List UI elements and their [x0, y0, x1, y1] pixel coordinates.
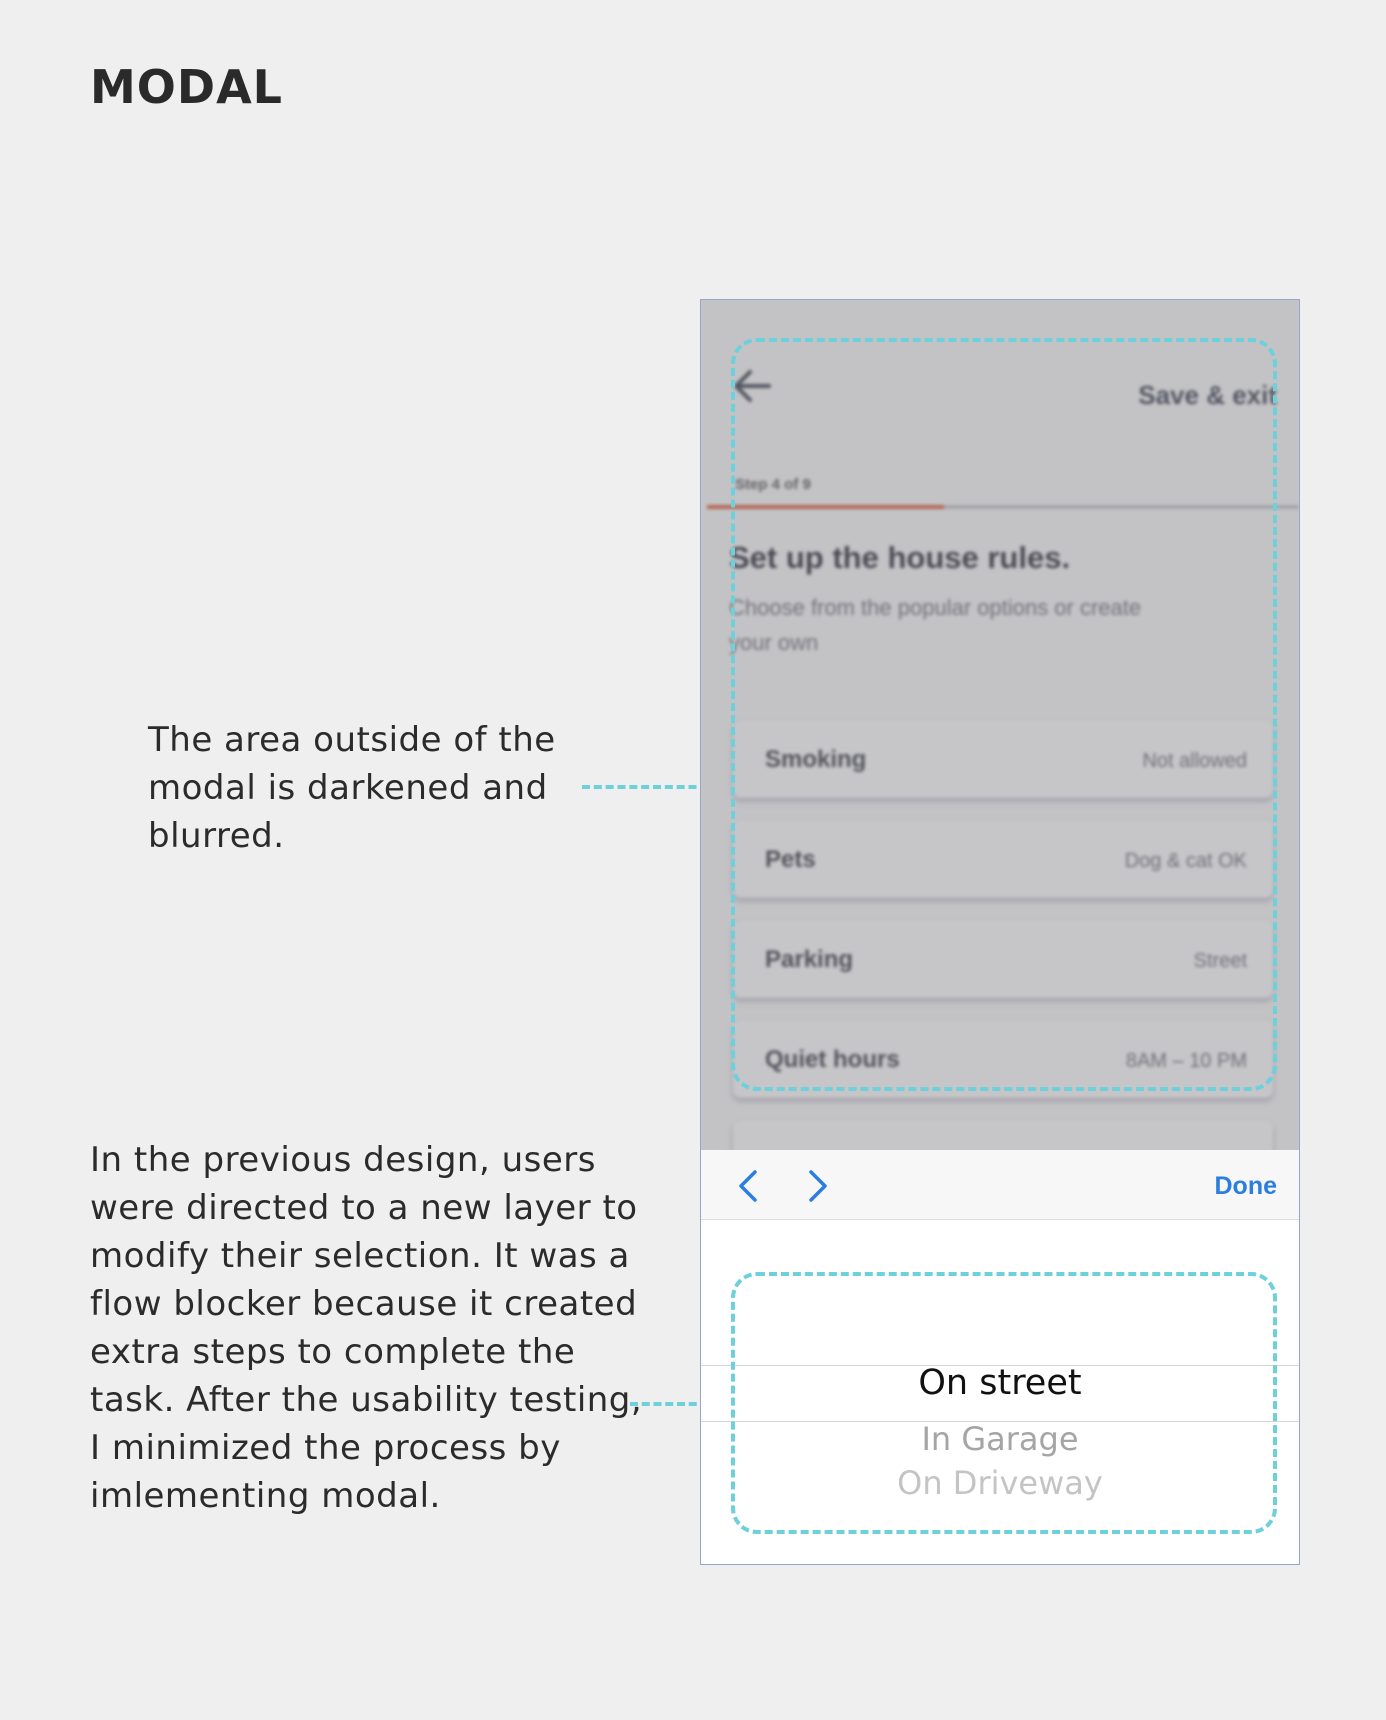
overlay-highlight-box — [731, 338, 1277, 1091]
rule-name: Quiet hours — [765, 1046, 900, 1073]
step-label: Step 4 of 9 — [735, 476, 811, 493]
rule-value: Not allowed — [1142, 750, 1247, 772]
process-annotation: In the previous design, users were directed to a new layer to modify their selection. It was a flow blocker because it created extra steps to complete the task. After the usability testing, I minimized the process by imlementing modal. — [90, 1140, 643, 1516]
done-button[interactable]: Done — [1214, 1172, 1277, 1200]
rule-value: Dog & cat OK — [1124, 850, 1247, 872]
picker-highlight-box — [731, 1272, 1277, 1534]
rule-value: 8AM – 10 PM — [1125, 1050, 1247, 1072]
house-rules-title: Set up the house rules. — [729, 540, 1071, 575]
rule-name: Smoking — [765, 746, 867, 773]
chevron-left-icon[interactable] — [729, 1166, 769, 1206]
picker-option-selected[interactable]: On street — [918, 1363, 1082, 1403]
picker-toolbar — [701, 1150, 1299, 1220]
house-rules-subtitle: Choose from the popular options or create your own — [729, 595, 1142, 655]
page-title: MODAL — [90, 60, 283, 114]
overlay-annotation: The area outside of the modal is darkened and blurred. — [148, 720, 556, 856]
picker-option[interactable]: In Garage — [921, 1420, 1079, 1458]
save-exit-button[interactable]: Save & exit — [1138, 380, 1277, 410]
picker-option[interactable]: On Driveway — [897, 1464, 1103, 1502]
rule-value: Street — [1193, 950, 1247, 972]
rule-name: Parking — [765, 946, 854, 973]
chevron-right-icon[interactable] — [797, 1166, 837, 1206]
rule-name: Pets — [765, 846, 816, 873]
